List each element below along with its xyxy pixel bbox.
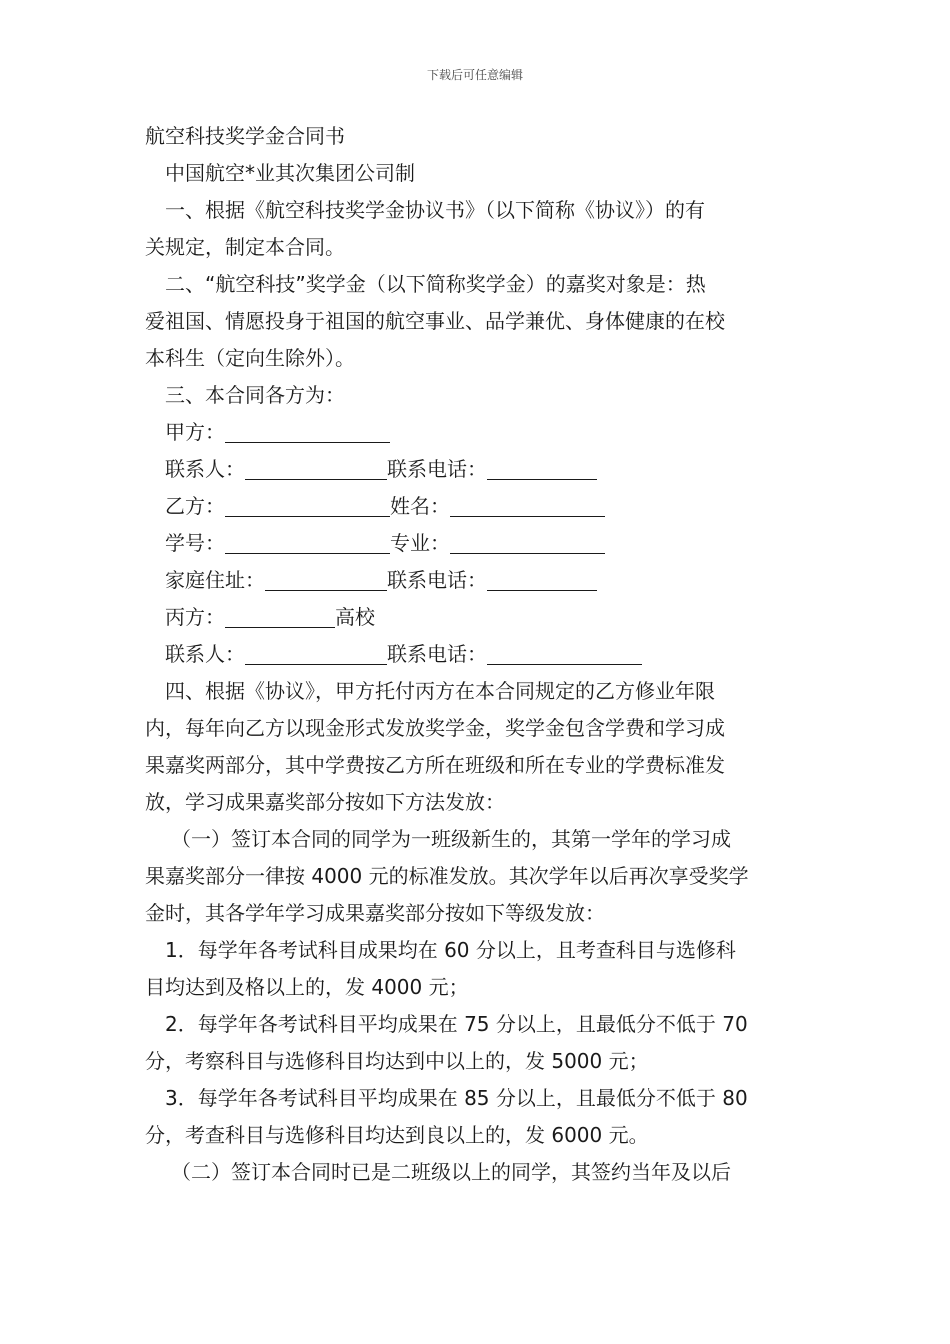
party-c-contact-person-blank[interactable]: [245, 642, 387, 665]
clause-2-line-2: 爱祖国、情愿投身于祖国的航空事业、品学兼优、身体健康的在校: [145, 309, 725, 333]
clause-4-line-4: 放，学习成果嘉奖部分按如下方法发放：: [145, 790, 505, 814]
university-label: 高校: [335, 605, 375, 629]
item-2-line-1: 2．每学年各考试科目平均成果在 75 分以上，且最低分不低于 70: [165, 1012, 748, 1036]
form-row-party-a: [145, 414, 809, 451]
contact-phone-label: 联系电话：: [387, 568, 487, 592]
document-maker: 中国航空*业其次集团公司制: [165, 161, 415, 185]
item-1-line-2: 目均达到及格以上的，发 4000 元；: [145, 975, 469, 999]
party-a-blank[interactable]: [225, 420, 390, 443]
student-id-label: 学号：: [165, 531, 225, 555]
major-label: 专业：: [390, 531, 450, 555]
clause-4-line-1: 四、根据《协议》，甲方托付丙方在本合同规定的乙方修业年限: [165, 679, 715, 703]
party-a-contact-person-blank[interactable]: [245, 457, 387, 480]
clause-1-line-1: 一、根据《航空科技奖学金协议书》（以下简称《协议》）的有: [165, 198, 705, 222]
contact-person-label: 联系人：: [165, 457, 245, 481]
subclause-2-line-1: （二）签订本合同时已是二班级以上的同学，其签约当年及以后: [171, 1160, 731, 1184]
item-1-line-1: 1．每学年各考试科目成果均在 60 分以上，且考查科目与选修科: [165, 938, 736, 962]
party-a-contact-phone-blank[interactable]: [487, 457, 597, 480]
party-b-contact-phone-blank[interactable]: [487, 568, 597, 591]
party-b-blank[interactable]: [225, 494, 390, 517]
contract-document: [145, 118, 809, 1191]
page-header: 下载后可任意编辑: [426, 68, 523, 82]
name-blank[interactable]: [450, 494, 605, 517]
subclause-1-line-3: 金时，其各学年学习成果嘉奖部分按如下等级发放：: [145, 901, 605, 925]
clause-2-line-1: 二、“航空科技”奖学金（以下简称奖学金）的嘉奖对象是：热: [165, 272, 706, 296]
item-3-line-2: 分，考查科目与选修科目均达到良以上的，发 6000 元。: [145, 1123, 649, 1147]
item-2-line-2: 分，考察科目与选修科目均达到中以上的，发 5000 元；: [145, 1049, 649, 1073]
major-blank[interactable]: [450, 531, 605, 554]
clause-4-line-3: 果嘉奖两部分，其中学费按乙方所在班级和所在专业的学费标准发: [145, 753, 725, 777]
clause-3: 三、本合同各方为：: [165, 383, 345, 407]
party-a-label: 甲方：: [165, 420, 225, 444]
party-c-contact-phone-blank[interactable]: [487, 642, 642, 665]
form-row-party-c: [145, 599, 809, 636]
form-row-home-address: [145, 562, 809, 599]
subclause-1-line-1: （一）签订本合同的同学为一班级新生的，其第一学年的学习成: [171, 827, 731, 851]
item-3-line-1: 3．每学年各考试科目平均成果在 85 分以上，且最低分不低于 80: [165, 1086, 748, 1110]
form-row-student-id: [145, 525, 809, 562]
home-address-blank[interactable]: [265, 568, 387, 591]
form-row-party-a-contact: [145, 451, 809, 488]
name-label: 姓名：: [390, 494, 450, 518]
party-b-label: 乙方：: [165, 494, 225, 518]
form-row-party-b: [145, 488, 809, 525]
form-row-party-c-contact: [145, 636, 809, 673]
contact-phone-label: 联系电话：: [387, 457, 487, 481]
subclause-1-line-2: 果嘉奖部分一律按 4000 元的标准发放。其次学年以后再次享受奖学: [145, 864, 749, 888]
clause-2-line-3: 本科生（定向生除外）。: [145, 346, 355, 370]
document-title: 航空科技奖学金合同书: [145, 124, 345, 148]
party-c-blank[interactable]: [225, 605, 335, 628]
contact-person-label: 联系人：: [165, 642, 245, 666]
clause-4-line-2: 内，每年向乙方以现金形式发放奖学金，奖学金包含学费和学习成: [145, 716, 725, 740]
contact-phone-label: 联系电话：: [387, 642, 487, 666]
student-id-blank[interactable]: [225, 531, 390, 554]
clause-1-line-2: 关规定，制定本合同。: [145, 235, 345, 259]
home-address-label: 家庭住址：: [165, 568, 265, 592]
party-c-label: 丙方：: [165, 605, 225, 629]
